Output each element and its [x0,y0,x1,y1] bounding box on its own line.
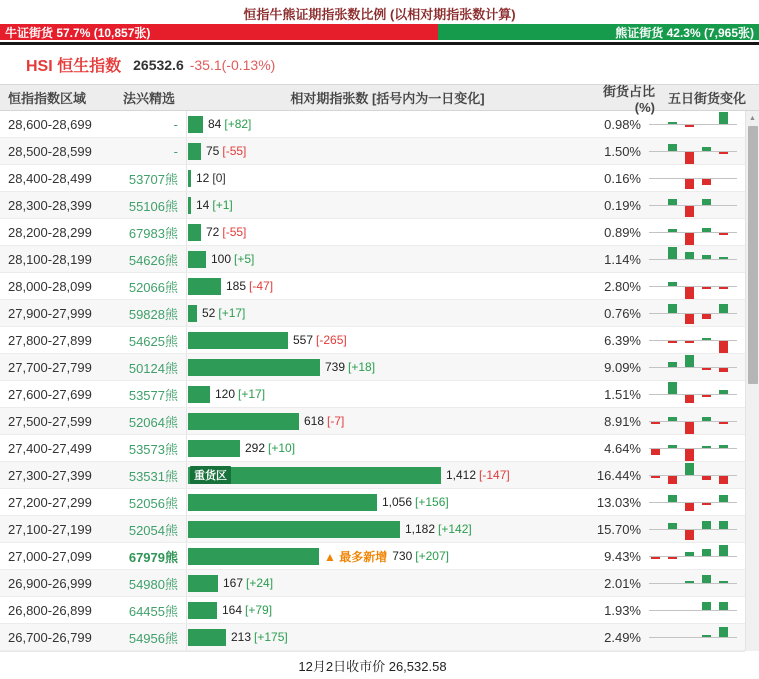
five-day-change-cell [641,246,745,272]
bar-value: 167 [+24] [223,576,274,590]
table-row [0,138,745,165]
five-day-sparkline [649,624,737,651]
five-day-sparkline [649,381,737,408]
vertical-scrollbar[interactable] [745,111,759,651]
oi-bar [188,251,206,268]
one-day-change: [+79] [245,603,273,617]
spark-down-bar [719,476,728,484]
col-header-5day-change: 五日街货变化 [667,91,746,106]
oi-bar-cell [186,435,575,461]
col-header-relative-oi: 相对期指张数 [括号内为一日变化] [290,91,485,106]
five-day-change-cell [641,624,745,650]
spark-up-bar [668,122,677,124]
oi-percent-cell: 2.80% [604,278,641,294]
five-day-change-cell [641,273,745,299]
oi-bar-cell [186,219,575,245]
spark-up-bar [702,255,711,259]
table-header [0,83,759,115]
one-day-change: [-55] [222,144,247,158]
warrant-code-cell: 55106熊 [128,198,178,214]
five-day-change-cell [641,516,745,542]
warrant-code-cell: 53707熊 [128,171,178,187]
spark-down-bar [702,368,711,370]
five-day-sparkline [649,327,737,354]
one-day-change: [0] [212,171,226,185]
spark-down-bar [651,557,660,559]
oi-percent-cell: 1.14% [604,251,641,267]
oi-bar-cell [186,516,575,542]
five-day-sparkline [649,165,737,192]
oi-bar [188,494,377,511]
bar-value: 618 [-7] [304,414,345,428]
oi-bar-cell [186,246,575,272]
five-day-change-cell [641,111,745,137]
spark-down-bar [702,503,711,505]
five-day-sparkline [649,300,737,327]
index-range-cell: 27,600-27,699 [8,386,92,402]
table-row [0,462,745,489]
spark-up-bar [719,581,728,583]
spark-down-bar [651,422,660,424]
index-range-cell: 27,300-27,399 [8,467,92,483]
five-day-sparkline [649,489,737,516]
oi-bar-cell [186,273,575,299]
one-day-change: [+17] [218,306,246,320]
five-day-change-cell [641,408,745,434]
five-day-sparkline [649,273,737,300]
spark-up-bar [702,417,711,421]
warrant-code-cell: 59828熊 [128,306,178,322]
spark-down-bar [702,476,711,480]
oi-bar-cell [186,597,575,623]
bull-ratio-label: 牛证街货 57.7% (10,857张) [5,25,151,40]
col-header-oi-percent: 街货占比(%) [602,83,655,115]
five-day-change-cell [641,300,745,326]
five-day-change-cell [641,435,745,461]
one-day-change: [+10] [268,441,296,455]
col-header-index-range: 恒指指数区域 [8,91,87,106]
spark-down-bar [702,314,711,319]
bar-value: 164 [+79] [222,603,273,617]
five-day-sparkline [649,354,737,381]
warrant-code-cell: 53531熊 [128,468,178,484]
table-row [0,327,745,354]
bar-value: 120 [+17] [215,387,266,401]
spark-up-bar [668,362,677,367]
index-range-cell: 27,500-27,599 [8,413,92,429]
warrant-code-cell: - [173,116,178,132]
close-price-footer: 12月2日收市价 26,532.58 [0,651,745,678]
bar-value: 292 [+10] [245,441,296,455]
five-day-change-cell [641,570,745,596]
index-range-cell: 28,200-28,299 [8,224,92,240]
five-day-change-cell [641,327,745,353]
one-day-change: [+82] [224,117,252,131]
oi-percent-cell: 0.98% [604,116,641,132]
five-day-sparkline [649,219,737,246]
oi-percent-cell: 0.19% [604,197,641,213]
bar-value: 75 [-55] [206,144,247,158]
bar-value: 1,056 [+156] [382,495,449,509]
oi-percent-cell: 1.50% [604,143,641,159]
one-day-change: [+1] [212,198,233,212]
five-day-sparkline [649,408,737,435]
index-range-cell: 27,400-27,499 [8,440,92,456]
spark-up-bar [668,445,677,448]
table-row [0,354,745,381]
spark-up-bar [668,229,677,232]
oi-bar [188,305,197,322]
spark-up-bar [719,445,728,448]
spark-down-bar [702,395,711,397]
index-name: HSI 恒生指数 [26,58,122,75]
oi-bar [188,143,201,160]
warrant-code-cell: 54625熊 [128,333,178,349]
most-added-badge: ▲ 最多新增 [324,549,388,564]
index-range-cell: 26,700-26,799 [8,629,92,645]
oi-bar-cell [186,462,575,488]
table-row [0,111,745,138]
spark-down-bar [668,557,677,559]
spark-up-bar [685,552,694,556]
scrollbar-up-arrow-icon[interactable]: ▲ [749,114,756,122]
five-day-sparkline [649,570,737,597]
oi-percent-cell: 2.01% [604,575,641,591]
spark-up-bar [668,199,677,205]
spark-down-bar [685,152,694,164]
one-day-change: [+17] [238,387,266,401]
five-day-sparkline [649,543,737,570]
oi-bar [188,629,226,646]
spark-up-bar [668,282,677,286]
spark-up-bar [668,417,677,421]
spark-down-bar [651,476,660,478]
index-range-cell: 27,100-27,199 [8,521,92,537]
table-row [0,165,745,192]
oi-bar [188,602,217,619]
bar-value: 72 [-55] [206,225,247,239]
bar-value: 557 [-265] [293,333,347,347]
scrollbar-thumb[interactable] [748,126,758,384]
oi-bar [188,359,320,376]
bar-value: 739 [+18] [325,360,376,374]
oi-percent-cell: 9.43% [604,548,641,564]
spark-up-bar [719,257,728,259]
col-header-sg-picks: 法兴精选 [122,91,175,106]
five-day-change-cell [641,381,745,407]
index-range-cell: 27,700-27,799 [8,359,92,375]
five-day-sparkline [649,435,737,462]
oi-percent-cell: 15.70% [596,521,641,537]
spark-down-bar [719,341,728,353]
spark-down-bar [685,449,694,461]
five-day-sparkline [649,516,737,543]
bull-bear-ratio-bar [0,24,759,40]
oi-bar-cell [186,489,575,515]
table-row [0,408,745,435]
table-row [0,300,745,327]
spark-up-bar [668,304,677,313]
one-day-change: [-55] [222,225,247,239]
spark-up-bar [702,549,711,556]
index-range-cell: 28,100-28,199 [8,251,92,267]
warrant-code-cell: 67979熊 [128,549,178,565]
spark-up-bar [719,545,728,556]
spark-up-bar [702,446,711,448]
table-row [0,192,745,219]
spark-up-bar [668,523,677,529]
bar-value: 100 [+5] [211,252,255,266]
oi-bar-cell [186,327,575,353]
five-day-change-cell [641,192,745,218]
spark-down-bar [668,476,677,484]
spark-up-bar [668,144,677,151]
oi-percent-cell: 2.49% [604,629,641,645]
oi-percent-cell: 1.51% [604,386,641,402]
spark-down-bar [719,422,728,424]
index-range-cell: 28,300-28,399 [8,197,92,213]
spark-down-bar [685,314,694,324]
five-day-change-cell [641,543,745,569]
table-row [0,219,745,246]
spark-down-bar [719,152,728,154]
bear-ratio-label: 熊证街货 42.3% (7,965张) [615,25,754,40]
bar-value: 213 [+175] [231,630,288,644]
oi-bar [188,224,201,241]
spark-down-bar [685,125,694,127]
spark-up-bar [719,627,728,637]
five-day-change-cell [641,354,745,380]
index-range-cell: 28,400-28,499 [8,170,92,186]
spark-down-bar [668,341,677,343]
one-day-change: [+18] [348,360,376,374]
spark-up-bar [702,635,711,637]
warrant-code-cell: 67983熊 [128,225,178,241]
one-day-change: [-47] [249,279,274,293]
spark-down-bar [702,287,711,289]
five-day-sparkline [649,138,737,165]
table-row [0,543,745,570]
table-row [0,624,745,651]
spark-up-bar [702,147,711,151]
bar-value: 12 [0] [196,171,226,185]
oi-bar-cell [186,381,575,407]
bear-ratio-segment [438,24,759,40]
table-row [0,273,745,300]
oi-percent-cell: 0.76% [604,305,641,321]
index-summary [0,45,759,84]
spark-down-bar [685,503,694,511]
index-range-cell: 28,500-28,599 [8,143,92,159]
oi-bar-cell [186,300,575,326]
one-day-change: [+156] [415,495,449,509]
index-change: -35.1(-0.13%) [189,56,276,73]
one-day-change: [-147] [479,468,510,482]
warrant-code-cell: 64455熊 [128,603,178,619]
one-day-change: [-265] [316,333,347,347]
oi-bar-cell [186,408,575,434]
spark-down-bar [685,287,694,299]
spark-up-bar [668,382,677,394]
warrant-code-cell: 50124熊 [128,360,178,376]
warrant-code-cell: 52064熊 [128,414,178,430]
bar-value: 52 [+17] [202,306,246,320]
spark-down-bar [719,368,728,372]
oi-bar [188,413,299,430]
oi-bar [188,116,203,133]
spark-up-bar [702,575,711,583]
heavy-zone-badge: 重货区 [190,466,231,484]
oi-bar [188,332,288,349]
bull-ratio-segment [0,24,438,40]
spark-up-bar [702,521,711,529]
distribution-table [0,84,759,651]
table-row [0,246,745,273]
oi-bar-cell [186,354,575,380]
spark-up-bar [685,581,694,583]
spark-up-bar [685,252,694,259]
table-row [0,516,745,543]
warrant-code-cell: 54980熊 [128,576,178,592]
warrant-code-cell: - [173,143,178,159]
one-day-change: [+24] [246,576,274,590]
index-range-cell: 26,800-26,899 [8,602,92,618]
spark-up-bar [668,247,677,259]
index-range-cell: 27,800-27,899 [8,332,92,348]
one-day-change: [+142] [438,522,472,536]
spark-down-bar [685,395,694,403]
spark-up-bar [702,338,711,340]
spark-up-bar [719,602,728,610]
one-day-change: [+5] [234,252,255,266]
oi-bar [188,521,400,538]
oi-bar [188,575,218,592]
five-day-sparkline [649,597,737,624]
table-row [0,597,745,624]
oi-percent-cell: 1.93% [604,602,641,618]
oi-percent-cell: 13.03% [596,494,641,510]
warrant-code-cell: 53577熊 [128,387,178,403]
oi-percent-cell: 0.16% [604,170,641,186]
oi-bar [188,170,191,187]
oi-bar-cell [186,543,575,569]
spark-up-bar [719,390,728,394]
index-range-cell: 27,200-27,299 [8,494,92,510]
one-day-change: [+207] [415,549,449,563]
five-day-change-cell [641,138,745,164]
oi-percent-cell: 6.39% [604,332,641,348]
bar-value: 14 [+1] [196,198,233,212]
spark-up-bar [685,355,694,367]
spark-down-bar [719,287,728,289]
spark-down-bar [685,341,694,343]
five-day-change-cell [641,597,745,623]
index-range-cell: 26,900-26,999 [8,575,92,591]
warrant-code-cell: 52066熊 [128,279,178,295]
five-day-sparkline [649,111,737,138]
spark-up-bar [719,521,728,529]
bar-value: 84 [+82] [208,117,252,131]
oi-percent-cell: 8.91% [604,413,641,429]
oi-bar-cell [186,624,575,650]
warrant-code-cell: 52056熊 [128,495,178,511]
table-row [0,381,745,408]
bar-value: 730 [+207] [392,549,449,563]
index-price: 26532.6 [133,56,184,73]
spark-up-bar [702,228,711,232]
spark-down-bar [685,422,694,434]
one-day-change: [+175] [254,630,288,644]
oi-bar [188,278,221,295]
oi-bar [188,440,240,457]
index-range-cell: 28,600-28,699 [8,116,92,132]
page-title: 恒指牛熊证期指张数比例 (以相对期指张数计算) [243,7,516,22]
spark-up-bar [668,495,677,502]
bar-value: 1,182 [+142] [405,522,472,536]
table-body [0,111,759,651]
five-day-change-cell [641,165,745,191]
spark-up-bar [719,304,728,313]
spark-down-bar [719,233,728,235]
oi-percent-cell: 9.09% [604,359,641,375]
index-range-cell: 27,900-27,999 [8,305,92,321]
oi-percent-cell: 0.89% [604,224,641,240]
warrant-code-cell: 53573熊 [128,441,178,457]
spark-down-bar [702,179,711,185]
spark-up-bar [685,463,694,475]
spark-down-bar [685,233,694,245]
five-day-change-cell [641,219,745,245]
five-day-change-cell [641,489,745,515]
oi-bar-cell [186,111,575,137]
five-day-sparkline [649,192,737,219]
oi-bar [188,197,191,214]
warrant-code-cell: 52054熊 [128,522,178,538]
oi-bar [188,386,210,403]
bar-value: 1,412 [-147] [446,468,510,482]
spark-down-bar [685,206,694,217]
oi-percent-cell: 16.44% [596,467,641,483]
oi-bar-cell [186,570,575,596]
table-row [0,435,745,462]
oi-percent-cell: 4.64% [604,440,641,456]
bar-value: 185 [-47] [226,279,274,293]
spark-up-bar [702,602,711,610]
oi-bar [188,467,441,484]
one-day-change: [-7] [327,414,345,428]
five-day-sparkline [649,462,737,489]
oi-bar-cell [186,165,575,191]
oi-bar-cell [186,192,575,218]
five-day-sparkline [649,246,737,273]
five-day-change-cell [641,462,745,488]
spark-up-bar [702,199,711,205]
warrant-code-cell: 54956熊 [128,630,178,646]
spark-down-bar [685,530,694,540]
spark-down-bar [651,449,660,455]
index-range-cell: 27,000-27,099 [8,548,92,564]
index-range-cell: 28,000-28,099 [8,278,92,294]
table-row [0,570,745,597]
oi-bar-cell [186,138,575,164]
spark-up-bar [719,495,728,502]
spark-up-bar [719,112,728,124]
spark-down-bar [685,179,694,189]
table-row [0,489,745,516]
oi-bar [188,548,319,565]
warrant-code-cell: 54626熊 [128,252,178,268]
